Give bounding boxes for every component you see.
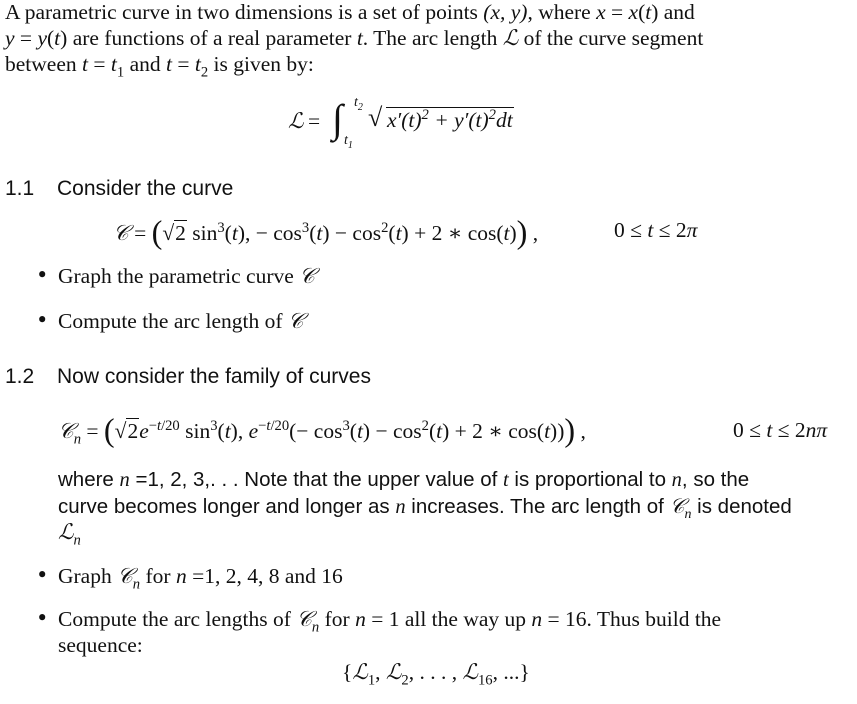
section-heading-1-2 bbox=[5, 365, 371, 389]
bullet-arc-lengths-cont: sequence: bbox=[58, 633, 143, 657]
section-1-2-para-line-2: curve becomes longer and longer as n increases. The arc length of 𝒞$_n$ is denoted bbox=[58, 494, 792, 523]
bullet-marker: • bbox=[36, 263, 49, 287]
bullet-marker: • bbox=[36, 563, 49, 587]
intro-text-1: A parametric curve in two dimensions is a set of points bbox=[5, 0, 478, 24]
intro-text-3: between bbox=[5, 52, 77, 76]
curve-domain-1-1: 0 ≤ t ≤ 2π bbox=[614, 218, 698, 242]
intro-line-2: y = y(t) are functions of a real parameter t. The arc length ℒ of the curve segment bbox=[5, 26, 704, 51]
section-number: 1.2 bbox=[5, 365, 35, 388]
section-title: Consider the curve bbox=[57, 177, 234, 200]
intro-text-3b: and bbox=[129, 52, 161, 76]
bullet-arc-lengths: Compute the arc lengths of 𝒞$_n$ for n = 1 all the way up n = 16. Thus build the bbox=[58, 607, 722, 636]
sequence-formula: {ℒ$_1$, ℒ$_2$, . . . , ℒ$_{16}$, ...} bbox=[342, 660, 530, 689]
intro-text-3c: is given by: bbox=[213, 52, 314, 76]
curve-equation-1-1: 𝒞 = (√2 $\sin^3(t)$, − $\cos^3(t) - \cos^2(t) + 2$ ∗ cos(t)) , bbox=[113, 214, 539, 250]
section-1-2-para-line-1: where n =1, 2, 3,. . . Note that the upper value of t is proportional to n, so the bbox=[58, 468, 750, 491]
intro-text-2b: The arc length bbox=[373, 26, 498, 50]
curve-domain-1-2: 0 ≤ t ≤ 2nπ bbox=[733, 418, 828, 442]
bullet-marker: • bbox=[36, 606, 49, 630]
curve-equation-1-2: 𝒞$_n$ = ($√2e^{-t/20}$ $\sin^3(t)$, $e^{-t/20}(- \cos^3(t) - \cos^2(t) + 2$ ∗ cos(t))) , bbox=[58, 412, 586, 448]
bullet-marker: • bbox=[36, 308, 49, 332]
intro-line-1: A parametric curve in two dimensions is a set of points (x, y), where x = x(t) and bbox=[5, 0, 695, 24]
bullet-arc-length: Compute the arc length of 𝒞 bbox=[58, 309, 304, 334]
section-1-2-para-line-3: ℒ$_n$ bbox=[58, 520, 81, 549]
section-title: Now consider the family of curves bbox=[57, 365, 371, 388]
intro-text-2: are functions of a real parameter bbox=[72, 26, 352, 50]
bullet-graph-family: Graph 𝒞$_n$ for n =1, 2, 4, 8 and 16 bbox=[58, 564, 343, 593]
intro-line-3: between $t = t_1$ and $t = t_2$ is given by: bbox=[5, 52, 314, 81]
section-number: 1.1 bbox=[5, 177, 35, 200]
bullet-graph-curve: Graph the parametric curve 𝒞 bbox=[58, 264, 315, 289]
intro-text-2c: of the curve segment bbox=[523, 26, 704, 50]
section-heading-1-1 bbox=[5, 177, 233, 201]
